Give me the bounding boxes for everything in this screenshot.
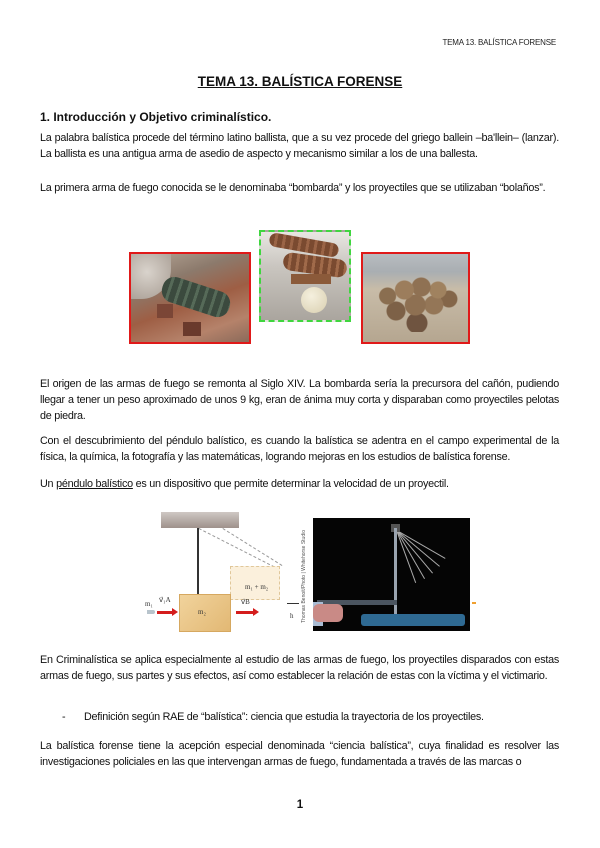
- ballistic-pendulum-diagram: [147, 512, 302, 632]
- dashed-string: [222, 528, 282, 566]
- label-v1a: v⃗₁A: [159, 596, 171, 604]
- label-vb: v⃗B: [241, 598, 250, 606]
- dashed-string: [199, 528, 280, 570]
- paragraph-origin: El origen de las armas de fuego se remonta al Siglo XIV. La bombarda sería la precursora del cañón, pudiendo llegar a tener un peso aproximado de unos 9 kg, eran de ánima muy corta y disparaban como proyectiles pelotas de piedra.: [40, 378, 559, 422]
- orange-mark: [472, 602, 476, 604]
- page-number: 1: [296, 799, 304, 811]
- label-h: h: [290, 612, 294, 620]
- swung-block: [230, 566, 280, 600]
- paragraph-criminalistics: En Criminalística se aplica especialmente al estudio de las armas de fuego, los proyectiles disparados con estas armas de fuego, sus partes y sus efectos, así como establecer la relación de estas con la víctima y el victimario.: [40, 654, 559, 682]
- pendulum-string: [197, 528, 199, 600]
- bullet-icon: [147, 610, 155, 614]
- arrow-right-icon: [236, 611, 254, 614]
- bullet-definition: [62, 711, 484, 723]
- photo-credit: Thomas Benoit/Photo | Whitehorse Studio: [301, 529, 307, 623]
- stone-balls-photo: [361, 252, 470, 344]
- pendulum-prefix: Un: [40, 478, 57, 490]
- cannon-with-ball-photo: [259, 230, 351, 322]
- pendulum-block: [179, 594, 231, 632]
- bullet-text: Definición según RAE de “balística”: ciencia que estudia la trayectoria de los proyectiles.: [84, 711, 484, 723]
- pendulum-link[interactable]: péndulo balístico: [56, 478, 133, 490]
- height-marker: [287, 603, 299, 604]
- brick-shape: [183, 322, 201, 336]
- label-m1: m₁: [145, 600, 153, 608]
- pendulum-suffix: es un dispositivo que permite determinar la velocidad de un proyectil.: [132, 478, 449, 490]
- label-m1-plus-m2: m₁ + m₂: [245, 583, 269, 591]
- swing-trace: [396, 530, 433, 574]
- bombarda-photo: [129, 252, 251, 344]
- label-m2: m₂: [198, 608, 206, 616]
- paragraph-bombarda: La primera arma de fuego conocida se le denominaba “bombarda” y los proyectiles que se utilizaban “bolaños”.: [40, 182, 546, 194]
- cannon-stand-shape: [291, 274, 331, 284]
- document-title: TEMA 13. BALÍSTICA FORENSE: [197, 74, 403, 89]
- brick-shape: [157, 304, 173, 318]
- base-shape: [361, 614, 465, 626]
- paragraph-pendulum: [40, 476, 559, 492]
- section-heading: 1. Introducción y Objetivo criminalístico.: [40, 110, 272, 124]
- ceiling-shape: [161, 512, 239, 528]
- hand-shape: [313, 604, 343, 622]
- paragraph-etymology: La palabra balística procede del término latino ballista, que a su vez procede del griego ballein –ba'llein– (lanzar). La ballista es una antigua arma de asedio de aspecto y mecanismo similar a los de una ballesta.: [40, 132, 559, 160]
- stone-ball-shape: [301, 287, 327, 313]
- ballistic-pendulum-photo: [313, 518, 470, 631]
- running-header: TEMA 13. BALÍSTICA FORENSE: [442, 38, 556, 47]
- bullet-marker: -: [62, 711, 66, 723]
- paragraph-forensic: La balística forense tiene la acepción especial denominada “ciencia balística”, cuya finalidad es resolver las investigaciones policiales en las que intervengan armas de fuego, fundamentada a través de las marcas o: [40, 740, 559, 768]
- ball-pile-shape: [375, 272, 459, 332]
- arrow-right-icon: [157, 611, 173, 614]
- pole-shape: [394, 528, 397, 620]
- paragraph-discovery: Con el descubrimiento del péndulo balístico, es cuando la balística se adentra en el campo experimental de la física, la química, la fotografía y las matemáticas, logrando mejoras en los estudios de balística forense.: [40, 435, 559, 463]
